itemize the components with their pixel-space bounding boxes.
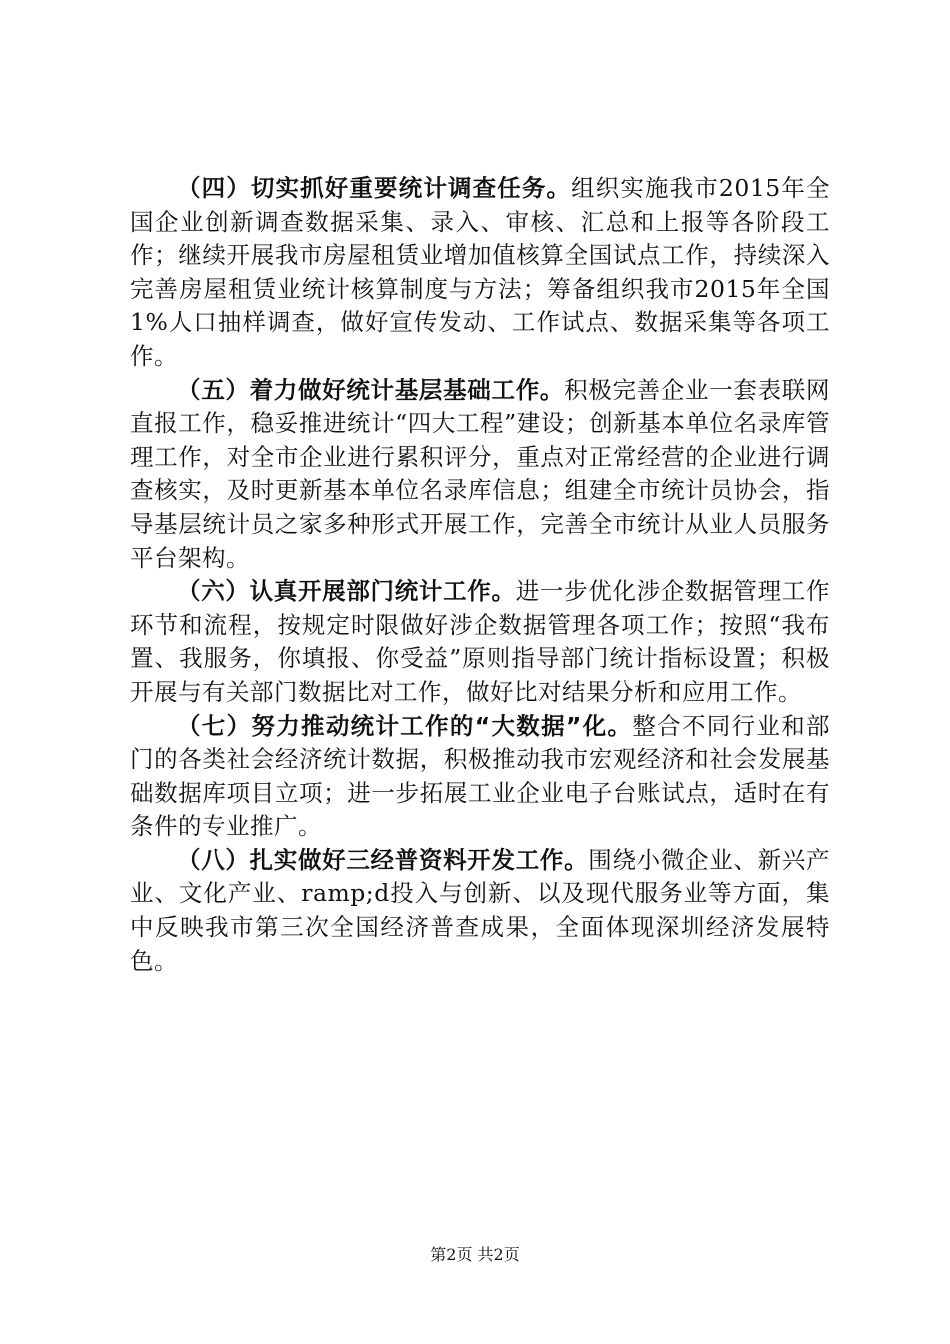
section-7-heading: （七）努力推动统计工作的“大数据”化。 <box>177 711 633 740</box>
paragraph-section-7 <box>130 710 830 844</box>
page-number-label: 第2页 共2页 <box>430 1245 520 1264</box>
section-6-body: 进一步优化涉企数据管理工作环节和流程，按规定时限做好涉企数据管理各项工作；按照“我布置、我服务，你填报、你受益”原则指导部门统计指标设置；积极开展与有关部门数据比对工作，做好比对结果分析和应用工作。 <box>130 577 831 706</box>
section-5-body: 积极完善企业一套表联网直报工作，稳妥推进统计“四大工程”建设；创新基本单位名录库管理工作，对全市企业进行累积评分，重点对正常经营的企业进行调查核实，及时更新基本单位名录库信息；组建全市统计员协会，指导基层统计员之家多种形式开展工作，完善全市统计从业人员服务平台架构。 <box>130 375 831 572</box>
section-4-body: 组织实施我市2015年全国企业创新调查数据采集、录入、审核、汇总和上报等各阶段工作；继续开展我市房屋租赁业增加值核算全国试点工作，持续深入完善房屋租赁业统计核算制度与方法；筹备组织我市2015年全国1%人口抽样调查，做好宣传发动、工作试点、数据采集等各项工作。 <box>130 174 830 370</box>
section-8-body: 围绕小微企业、新兴产业、文化产业、ramp;d投入与创新、以及现代服务业等方面，集中反映我市第三次全国经济普查成果，全面体现深圳经济发展特色。 <box>130 845 831 975</box>
paragraph-section-8 <box>130 844 830 978</box>
paragraph-section-4 <box>130 172 830 374</box>
section-8-heading: （八）扎实做好三经普资料开发工作。 <box>177 845 589 874</box>
section-6-heading: （六）认真开展部门统计工作。 <box>177 577 516 606</box>
paragraph-section-5 <box>130 374 830 576</box>
section-7-body: 整合不同行业和部门的各类社会经济统计数据，积极推动我市宏观经济和社会发展基础数据库项目立项；进一步拓展工业企业电子台账试点，适时在有条件的专业推广。 <box>130 711 831 841</box>
section-5-heading: （五）着力做好统计基层基础工作。 <box>177 375 565 404</box>
section-4-heading: （四）切实抓好重要统计调查任务。 <box>177 174 572 202</box>
paragraph-section-6 <box>130 575 830 709</box>
page-footer <box>0 1245 950 1265</box>
document-body <box>130 172 830 978</box>
